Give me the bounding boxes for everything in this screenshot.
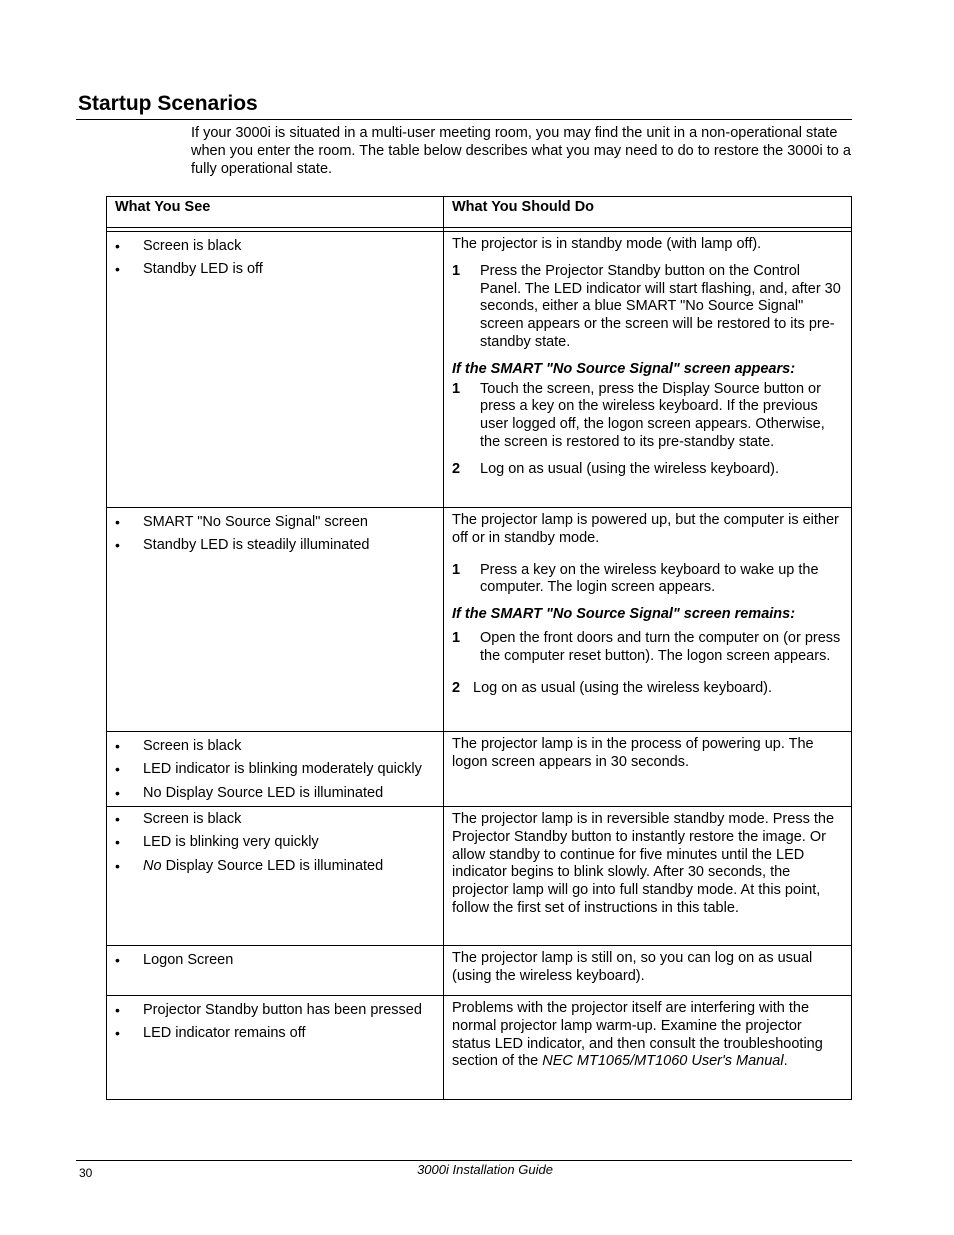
intro-paragraph: If your 3000i is situated in a multi-user meeting room, you may find the unit in a non-operational state when you enter the room. The table below describes what you may need to do to restore the 3000i to a fully operational state. — [191, 125, 851, 177]
step: 1 Press a key on the wireless keyboard to wake up the computer. The login screen appears. — [452, 561, 819, 596]
bullet-icon: • — [115, 261, 120, 278]
list-item: • SMART "No Source Signal" screen — [115, 514, 368, 530]
cell-text: Problems with the projector itself are interfering with the normal projector lamp warm-up. Examine the projector status LED indicator, and then consult the troubleshooting section of the NEC MT1065/MT1060 User's Manual. — [452, 1000, 823, 1070]
cell-text: The projector lamp is in the process of powering up. The logon screen appears in 30 seconds. — [452, 736, 814, 770]
table-row — [107, 508, 852, 732]
subheading: If the SMART "No Source Signal" screen appears: — [452, 360, 796, 377]
step: 1 Open the front doors and turn the computer on (or press the computer reset button). The logon screen appears. — [452, 629, 841, 664]
step: 1 Touch the screen, press the Display Source button or press a key on the wireless keyboard. If the previous user logged off, the logon screen appears. Otherwise, the screen is restored to its pre-standby state. — [452, 380, 825, 450]
list-item: • LED indicator is blinking moderately quickly — [115, 761, 422, 778]
list-item: • LED is blinking very quickly — [115, 834, 319, 851]
what-you-see-cell — [107, 508, 444, 732]
page-title: Startup Scenarios — [78, 92, 258, 115]
list-item: • Screen is black — [115, 238, 242, 254]
clipped-list — [115, 738, 437, 806]
step: 2 Log on as usual (using the wireless keyboard). — [452, 679, 773, 696]
bullet-icon: • — [115, 761, 120, 778]
list-item: • Standby LED is steadily illuminated — [115, 537, 370, 554]
table-header-row — [107, 197, 852, 228]
bullet-icon: • — [115, 834, 120, 851]
what-you-see-cell — [107, 946, 444, 996]
footer-rule — [76, 1160, 852, 1161]
what-to-do-cell — [444, 232, 852, 508]
column-header-what-you-should-do: What You Should Do — [444, 197, 852, 228]
what-you-see-cell — [107, 232, 444, 508]
list-item: • Projector Standby button has been pressed — [115, 1002, 422, 1018]
cell-text: The projector lamp is in reversible standby mode. Press the Projector Standby button to instantly restore the image. Or allow standby to continue for five minutes until the LED indicator begins to blink slowly. After 30 seconds, the projector lamp will go into full standby mode. At this point, follow the first set of instructions in this table. — [452, 811, 835, 916]
list-item: • Screen is black — [115, 811, 242, 827]
list-item: • Standby LED is off — [115, 261, 263, 278]
bullet-icon: • — [115, 857, 120, 874]
what-you-see-cell — [107, 996, 444, 1100]
startup-scenarios-table — [106, 196, 852, 1100]
list-item: • No Display Source LED is illuminated — [115, 857, 384, 874]
list-item: • LED indicator remains off — [115, 1025, 306, 1042]
table-row — [107, 996, 852, 1100]
what-to-do-cell — [444, 946, 852, 996]
table-row — [107, 946, 852, 996]
cell-text: The projector lamp is still on, so you can log on as usual (using the wireless keyboard). — [452, 950, 813, 984]
bullet-icon: • — [115, 811, 120, 827]
list-item: • No Display Source LED is illuminated — [115, 784, 384, 801]
what-you-see-cell — [107, 807, 444, 946]
bullet-icon: • — [115, 514, 120, 530]
cell-intro: The projector is in standby mode (with lamp off). — [452, 236, 762, 252]
footer-doc-title: 3000i Installation Guide — [417, 1162, 553, 1177]
column-header-what-you-see: What You See — [107, 197, 444, 228]
title-rule — [76, 119, 852, 120]
bullet-icon: • — [115, 238, 120, 254]
what-to-do-cell — [444, 996, 852, 1100]
what-to-do-cell — [444, 807, 852, 946]
what-you-see-cell — [107, 732, 444, 807]
manual-title: NEC MT1065/MT1060 User's Manual — [542, 1053, 784, 1070]
bullet-icon: • — [115, 784, 120, 801]
table-row — [107, 732, 852, 807]
bullet-icon: • — [115, 738, 120, 754]
list-item: • Screen is black — [115, 738, 242, 754]
list-item: • Logon Screen — [115, 952, 234, 968]
step: 1 Press the Projector Standby button on the Control Panel. The LED indicator will start flashing, and, after 30 seconds, either a blue SMART "No Source Signal" screen appears or the screen will be restored to its pre-standby state. — [452, 262, 841, 350]
bullet-icon: • — [115, 537, 120, 554]
bullet-icon: • — [115, 1025, 120, 1042]
table-row — [107, 232, 852, 508]
what-to-do-cell — [444, 508, 852, 732]
cell-intro: The projector lamp is powered up, but the computer is either off or in standby mode. — [452, 512, 839, 546]
table-row — [107, 807, 852, 946]
bullet-icon: • — [115, 1002, 120, 1018]
bullet-icon: • — [115, 952, 120, 968]
page-number: 30 — [79, 1166, 93, 1180]
what-to-do-cell — [444, 732, 852, 807]
subheading: If the SMART "No Source Signal" screen remains: — [452, 606, 796, 623]
step: 2 Log on as usual (using the wireless keyboard). — [452, 460, 780, 477]
